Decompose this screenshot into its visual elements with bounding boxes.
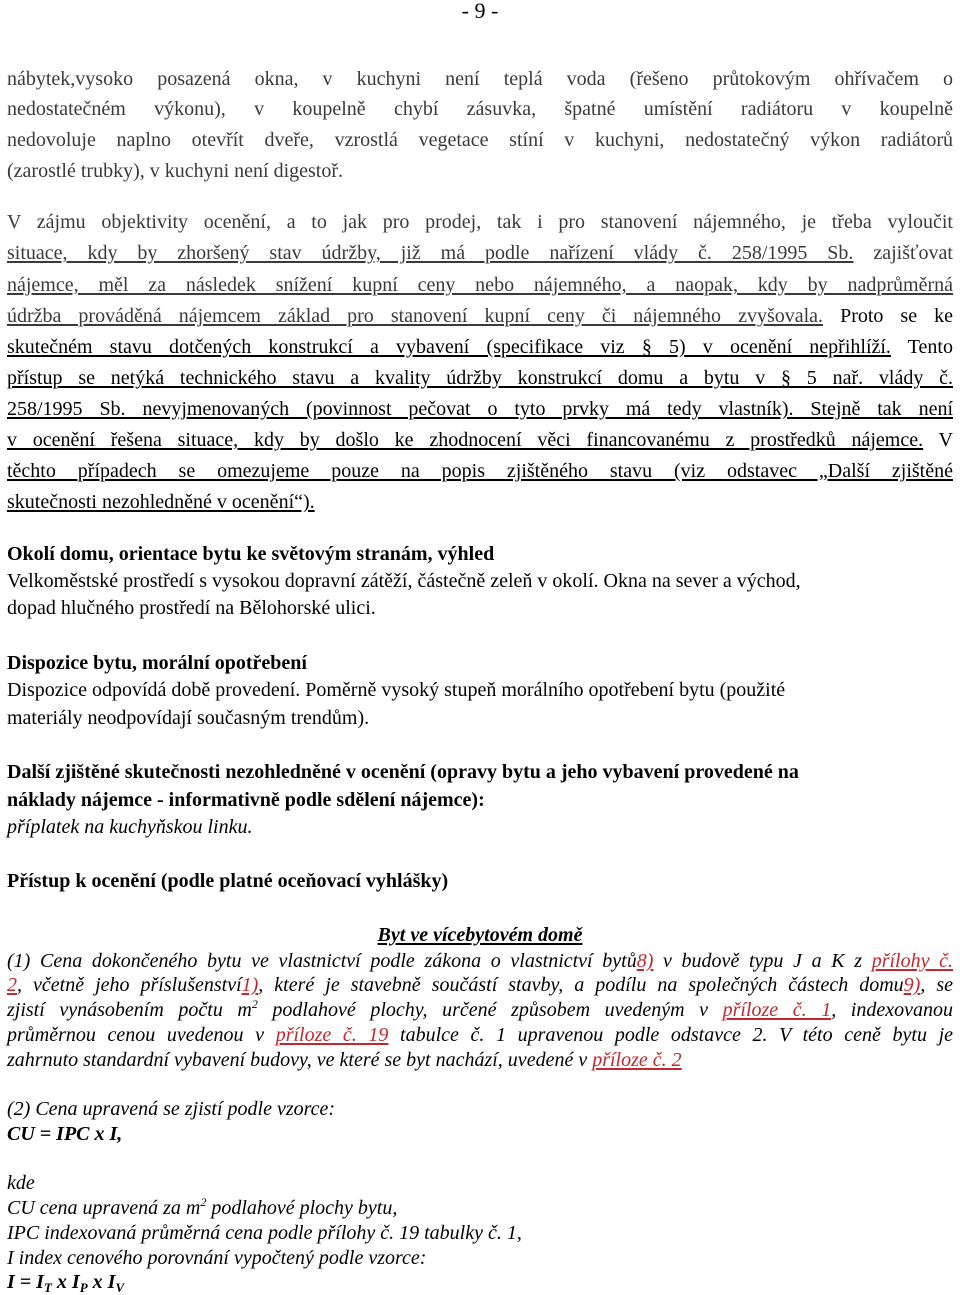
flat-line2-c: , se bbox=[920, 974, 953, 996]
para2-line8-tail: V bbox=[923, 429, 953, 451]
section-surroundings-heading: Okolí domu, orientace bytu ke světovým stranám, výhled bbox=[7, 543, 495, 565]
section-surroundings-line1: Velkoměstské prostředí s vysokou dopravní zátěží, částečně zeleň v okolí. Okna na sever a východ, bbox=[7, 570, 801, 592]
flat-line4-a: průměrnou cenou uvedenou v bbox=[7, 1024, 276, 1046]
link-priloha-19[interactable]: příloze č. 19 bbox=[275, 1024, 389, 1046]
para2-line10: skutečnosti nezohledněné v ocenění“). bbox=[7, 491, 315, 513]
flat-line4-b: tabulce č. 1 upravenou podle odstavce 2. V této ceně bytu je bbox=[388, 1024, 954, 1046]
flat-line5-a: zahrnuto standardní vybavení budovy, ve které se byt nachází, uvedené v bbox=[7, 1049, 593, 1071]
para1-line4: (zarostlé trubky), v kuchyni není digestoř. bbox=[7, 160, 344, 182]
formula-index-a: I = I bbox=[7, 1271, 44, 1293]
para2-line7 bbox=[7, 399, 953, 419]
para1-line2: nedostatečném výkonu), v koupelně chybí zásuvka, špatné umístění radiátoru v koupelně bbox=[7, 98, 953, 120]
para1-line1: nábytek,vysoko posazená okna, v kuchyni není teplá voda (řešeno průtokovým ohřívačem o bbox=[7, 68, 953, 90]
para2-line4-tail: Proto se ke bbox=[823, 305, 953, 327]
flat-line3-c: , indexovanou bbox=[831, 999, 953, 1021]
para2-line8 bbox=[7, 430, 953, 450]
flat-line9: I index cenového porovnání vypočtený podle vzorce: bbox=[7, 1247, 427, 1269]
section-other-line1: příplatek na kuchyňskou linku. bbox=[7, 816, 253, 838]
superscript-2b: 2 bbox=[200, 1195, 207, 1209]
para2-line2 bbox=[7, 243, 953, 263]
para1-line3: nedovoluje naplno otevřít dveře, vzrostlá vegetace stíní v kuchyni, nedostatečný výkon radiátorů bbox=[7, 129, 953, 151]
para2-line5-tail: Tento bbox=[890, 336, 953, 358]
flat-line7 bbox=[7, 1195, 398, 1219]
flat-line6: (2) Cena upravená se zjistí podle vzorce: bbox=[7, 1098, 336, 1120]
formula-index bbox=[7, 1271, 125, 1295]
formula-cu: CU = IPC x I, bbox=[7, 1123, 123, 1145]
section-layout-line1: Dispozice odpovídá době provedení. Poměrně vysoký stupeň morálního opotřebení bytu (použité bbox=[7, 679, 786, 701]
link-footnote-9[interactable]: 9) bbox=[903, 974, 921, 996]
flat-line7-b: podlahové plochy bytu, bbox=[206, 1197, 398, 1219]
flat-line8: IPC indexovaná průměrná cena podle přílohy č. 19 tabulky č. 1, bbox=[7, 1222, 522, 1244]
flat-line5 bbox=[7, 1050, 682, 1070]
flat-line2-a: , včetně jeho příslušenství bbox=[17, 974, 242, 996]
para2-line5 bbox=[7, 337, 953, 357]
para2-line5-underlined: skutečném stavu dotčených konstrukcí a vybavení (specifikace viz § 5) v ocenění nepřihlíží. bbox=[7, 336, 891, 358]
para2-line7-c: Stejně tak není bbox=[793, 398, 954, 420]
link-priloha-2-part1[interactable]: přílohy č. bbox=[871, 950, 953, 972]
para2-line8-underlined: v ocenění řešena situace, kdy by došlo ke zhodnocení věci financovanému z prostředků nájemce. bbox=[7, 429, 924, 451]
flat-line3 bbox=[7, 997, 953, 1021]
para2-line6: přístup se netýká technického stavu a kvality údržby konstrukcí domu a bytu v § 5 nař. vlády č. bbox=[7, 367, 953, 389]
para2-line1: V zájmu objektivity ocenění, a to jak pro prodej, tak i pro stanovení nájemného, je třeba vyloučit bbox=[7, 211, 953, 233]
sub-p: P bbox=[79, 1280, 88, 1295]
para2-line4 bbox=[7, 306, 953, 326]
link-priloha-1[interactable]: příloze č. 1 bbox=[722, 999, 832, 1021]
link-priloha-2[interactable]: příloze č. 2 bbox=[592, 1049, 682, 1071]
para2-line7-a: 258/1995 Sb. bbox=[7, 398, 126, 420]
sub-v: V bbox=[115, 1280, 125, 1295]
link-footnote-8[interactable]: 8) bbox=[636, 950, 654, 972]
flat-line4 bbox=[7, 1025, 953, 1045]
para2-line2-underlined: situace, kdy by zhoršený stav údržby, již má podle nařízení vlády č. 258/1995 Sb. bbox=[7, 242, 854, 264]
section-flat-title: Byt ve vícebytovém domě bbox=[377, 924, 583, 946]
para2-line3: nájemce, měl za následek snížení kupní ceny nebo nájemného, a naopak, kdy by nadprůměrná bbox=[7, 274, 953, 296]
link-priloha-2-part2[interactable]: 2 bbox=[7, 974, 17, 996]
section-other-heading-line2: náklady nájemce - informativně podle sdělení nájemce): bbox=[7, 789, 485, 811]
link-footnote-1[interactable]: 1) bbox=[241, 974, 259, 996]
flat-line2 bbox=[7, 975, 953, 995]
formula-index-c: x I bbox=[87, 1271, 116, 1293]
para2-line9: těchto případech se omezujeme pouze na popis zjištěného stavu (viz odstavec „Další zjištěné bbox=[7, 460, 953, 482]
flat-line1-a: (1) Cena dokončeného bytu ve vlastnictví podle zákona o vlastnictví bytů bbox=[7, 950, 637, 972]
flat-line3-a: zjistí vynásobením počtu m bbox=[7, 999, 252, 1021]
section-surroundings-line2: dopad hlučného prostředí na Bělohorské ulici. bbox=[7, 597, 376, 619]
flat-line1-b: v budově typu J a K z bbox=[653, 950, 872, 972]
kde-label: kde bbox=[7, 1172, 35, 1194]
flat-line3-b: podlahové plochy, určené způsobem uvedeným v bbox=[257, 999, 723, 1021]
section-approach-heading: Přístup k ocenění (podle platné oceňovací vyhlášky) bbox=[7, 870, 449, 892]
para2-line2-tail: zajišťovat bbox=[853, 242, 953, 264]
section-layout-heading: Dispozice bytu, morální opotřebení bbox=[7, 652, 307, 674]
formula-index-b: x I bbox=[51, 1271, 80, 1293]
flat-line7-a: CU cena upravená za m bbox=[7, 1197, 201, 1219]
section-layout-line2: materiály neodpovídají současným trendům). bbox=[7, 707, 370, 729]
superscript-2: 2 bbox=[251, 997, 258, 1011]
para2-line4-underlined: údržba prováděná nájemcem základ pro stanovení kupní ceny či nájemného zvyšovala. bbox=[7, 305, 824, 327]
page-number: - 9 - bbox=[461, 0, 499, 23]
flat-line1 bbox=[7, 951, 953, 971]
sub-t: T bbox=[43, 1280, 52, 1295]
section-other-heading-line1: Další zjištěné skutečnosti nezohledněné v ocenění (opravy bytu a jeho vybavení provedené na bbox=[7, 761, 799, 783]
flat-line2-b: , které je stavebně součástí stavby, a podílu na společných částech domu bbox=[258, 974, 904, 996]
para2-line7-b: nevyjmenovaných (povinnost pečovat o tyto prvky má tedy vlastník). bbox=[125, 398, 794, 420]
